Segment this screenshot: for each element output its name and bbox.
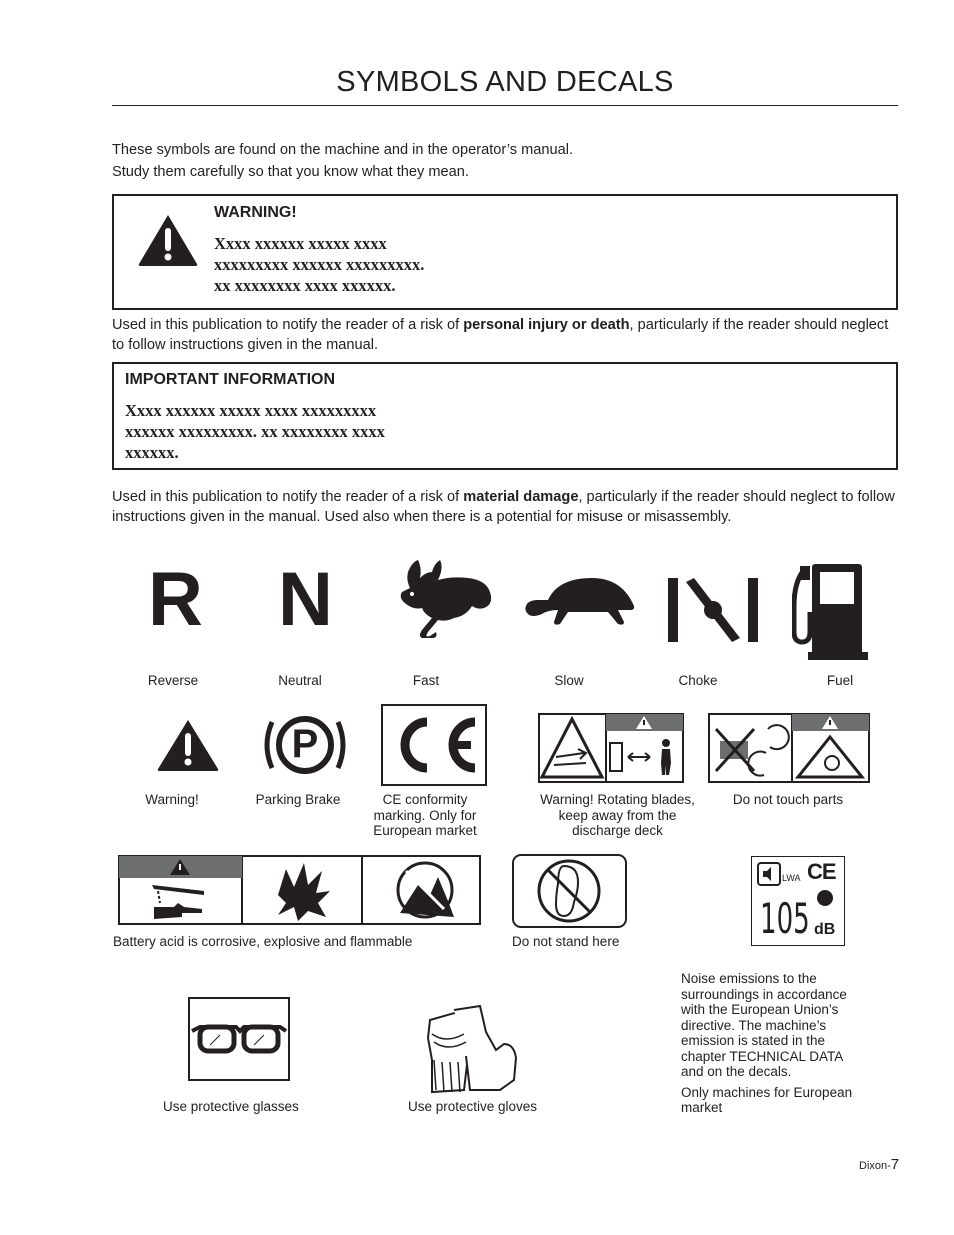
warning-text-2: xxxxxxxxx xxxxxx xxxxxxxxx.	[214, 255, 425, 274]
warning-explanation: Used in this publication to notify the reader of a risk of personal injury or death, particularly if the reader should neglect to follow instructions given in the manual.	[112, 317, 889, 353]
caption-ce: CE conformity marking. Only for European market	[373, 792, 477, 838]
caption-fuel: Fuel	[826, 673, 854, 688]
protective-gloves-icon	[424, 1004, 522, 1094]
noise-value: 105	[760, 894, 810, 943]
footer-brand: Dixon-	[859, 1160, 891, 1172]
caption-neutral: Neutral	[278, 673, 322, 688]
page-number: 7	[890, 1156, 900, 1173]
caption-noise: Noise emissions to the surroundings in accordance with the European Union’s directive. The machine’s emission is stated in the chapter TECHNICAL DATA and on the decals. Only machines for European market	[681, 971, 853, 1115]
ce-mark-icon	[381, 704, 487, 786]
reverse-symbol: R	[148, 557, 203, 642]
caption-choke: Choke	[678, 673, 718, 688]
do-not-touch-decal-icon	[708, 713, 870, 783]
caption-reverse: Reverse	[147, 673, 199, 688]
warning-triangle-icon	[156, 718, 220, 772]
warning-box	[112, 194, 898, 310]
fuel-pump-icon	[792, 562, 870, 660]
caption-gloves: Use protective gloves	[408, 1099, 538, 1114]
intro-line-2: Study them carefully so that you know what they mean.	[112, 164, 469, 180]
battery-acid-decal-icon	[118, 855, 481, 925]
warning-text-1: Xxxx xxxxxx xxxxx xxxx	[214, 234, 387, 253]
warning-heading: WARNING!	[214, 204, 297, 221]
page-footer	[859, 1156, 899, 1174]
title-divider	[112, 105, 898, 106]
important-text-2: xxxxxx xxxxxxxxx. xx xxxxxxxx xxxx	[125, 422, 385, 441]
ear-protection-icon	[814, 889, 836, 907]
caption-rotating-blades: Warning! Rotating blades, keep away from the discharge deck	[540, 792, 695, 838]
caption-glasses: Use protective glasses	[163, 1099, 299, 1114]
noise-unit: dB	[814, 921, 836, 938]
important-text-1: Xxxx xxxxxx xxxxx xxxx xxxxxxxxx	[125, 401, 377, 420]
intro-line-1: These symbols are found on the machine and in the operator’s manual.	[112, 142, 574, 158]
important-explanation: Used in this publication to notify the reader of a risk of material damage, particularly if the reader should neglect to follow instructions given in the manual. Used also when there is a potential for misuse or misassembly.	[112, 489, 895, 525]
rotating-blades-decal-icon	[538, 713, 684, 783]
important-box	[112, 362, 898, 470]
ce-mark-small: CE	[807, 859, 836, 884]
protective-glasses-icon	[188, 997, 290, 1081]
turtle-slow-icon	[524, 576, 636, 626]
caption-do-not-touch: Do not touch parts	[732, 792, 844, 807]
caption-slow: Slow	[554, 673, 584, 688]
parking-letter: P	[291, 722, 319, 766]
neutral-symbol: N	[278, 557, 333, 642]
caption-warning: Warning!	[145, 792, 199, 807]
important-text-3: xxxxxx.	[125, 443, 179, 462]
noise-emission-decal	[751, 856, 845, 946]
warning-text-3: xx xxxxxxxx xxxx xxxxxx.	[214, 276, 396, 295]
important-heading: IMPORTANT INFORMATION	[125, 371, 336, 388]
caption-battery: Battery acid is corrosive, explosive and flammable	[113, 934, 413, 949]
page-title: SYMBOLS AND DECALS	[336, 66, 674, 98]
warning-triangle-icon	[137, 213, 199, 267]
rabbit-fast-icon	[398, 558, 494, 638]
choke-icon	[666, 576, 760, 644]
parking-brake-icon	[262, 712, 348, 778]
do-not-stand-decal-icon	[512, 854, 627, 928]
lwa-label: LWA	[782, 873, 801, 883]
caption-fast: Fast	[412, 673, 440, 688]
caption-parking-brake: Parking Brake	[255, 792, 341, 807]
speaker-icon	[757, 862, 781, 886]
caption-do-not-stand: Do not stand here	[512, 934, 620, 949]
